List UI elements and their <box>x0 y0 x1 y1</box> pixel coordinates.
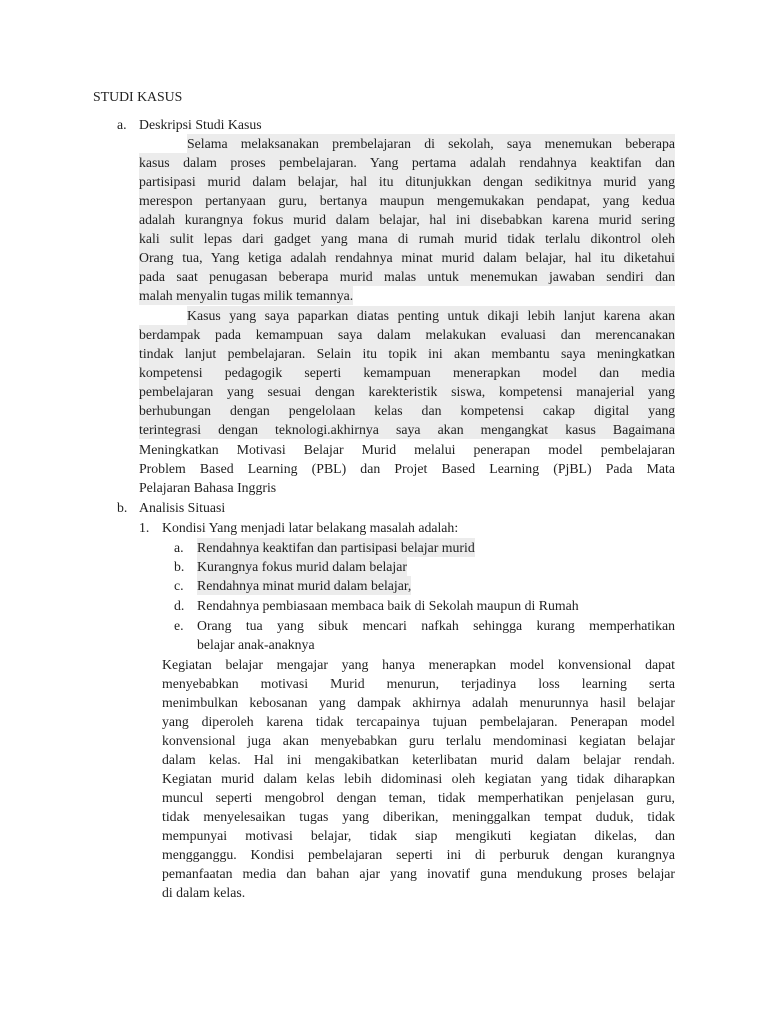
subitem-marker: e. <box>174 618 184 633</box>
subitem-text: Rendahnya minat murid dalam belajar, <box>197 576 411 595</box>
subitem-text: Kurangnya fokus murid dalam belajar <box>197 557 407 576</box>
subitem-marker: c. <box>174 578 184 593</box>
section-b-marker: b. <box>117 500 128 515</box>
p1-line: partisipasi murid dalam belajar, hal itu ditunjukkan dengan sedikitnya murid yang <box>139 172 675 191</box>
p3-line: di dalam kelas. <box>162 885 246 900</box>
p3-line: muncul seperti mengobrol dengan teman, tidak memperhatikan penjelasan guru, <box>162 790 675 805</box>
p2-line: berhubungan dengan pengelolaan kelas dan kompetensi cakap digital yang <box>139 401 675 420</box>
section-b-heading: Analisis Situasi <box>139 500 226 515</box>
p3-line: dalam kelas. Hal ini mengakibatkan keterlibatan murid dalam belajar rendah. <box>162 752 675 767</box>
page-title: STUDI KASUS <box>93 89 183 104</box>
list-item-1-text: Kondisi Yang menjadi latar belakang masalah adalah: <box>162 520 459 535</box>
subitem-marker: a. <box>174 540 184 555</box>
p3-line: menyebabkan motivasi Murid menurun, terjadinya loss learning serta <box>162 676 675 691</box>
p2-line: terintegrasi dengan teknologi.akhirnya saya akan mengangkat kasus Bagaimana <box>139 420 675 439</box>
subitem-marker: d. <box>174 598 185 613</box>
p1-line: merespon pertanyaan guru, bertanya maupun mengemukakan pendapat, yang kedua <box>139 191 675 210</box>
p1-line: kasus dalam proses pembelajaran. Yang pertama adalah rendahnya keaktifan dan <box>139 153 675 172</box>
p3-line: tidak menyelesaikan tugas yang diberikan, meninggalkan tempat duduk, tidak <box>162 809 675 824</box>
p3-line: pemanfaatan media dan bahan ajar yang inovatif guna mendukung proses belajar <box>162 866 675 881</box>
p3-line: Kegiatan belajar mengajar yang hanya menerapkan model konvensional dapat <box>162 657 675 672</box>
p2-line: Meningkatkan Motivasi Belajar Murid melalui penerapan model pembelajaran <box>139 442 675 457</box>
list-item-1-marker: 1. <box>139 520 150 535</box>
p3-line: mempunyai motivasi belajar, tidak siap mengikuti kegiatan dikelas, dan <box>162 828 675 843</box>
p3-line: Kegiatan murid dalam kelas lebih didominasi oleh kegiatan yang tidak diharapkan <box>162 771 675 786</box>
p2-line: Kasus yang saya paparkan diatas penting untuk dikaji lebih lanjut karena akan <box>187 306 675 325</box>
p1-line: adalah kurangnya fokus murid dalam belajar, hal ini disebabkan karena murid sering <box>139 210 675 229</box>
section-a-marker: a. <box>117 117 127 132</box>
subitem-text: Rendahnya pembiasaan membaca baik di Sekolah maupun di Rumah <box>197 598 579 613</box>
subitem-text: Orang tua yang sibuk mencari nafkah sehingga kurang memperhatikan <box>197 618 675 633</box>
p3-line: yang diperoleh karena tidak tercapainya tujuan pembelajaran. Penerapan model <box>162 714 675 729</box>
p1-line: kali sulit lepas dari gadget yang mana di rumah murid tidak terlalu dikontrol oleh <box>139 229 675 248</box>
p2-line: tindak lanjut pembelajaran. Selain itu topik ini akan membantu saya meningkatkan <box>139 344 675 363</box>
p1-line: pada saat penugasan beberapa murid malas untuk menemukan jawaban sendiri dan <box>139 267 675 286</box>
p1-line: malah menyalin tugas milik temannya. <box>139 286 353 305</box>
p1-line: Selama melaksanakan prembelajaran di sekolah, saya menemukan beberapa <box>187 134 675 153</box>
p3-line: menimbulkan kebosanan yang dampak akhirnya adalah menurunnya hasil belajar <box>162 695 675 710</box>
p2-line: pembelajaran yang sesuai dengan karekteristik siswa, kompetensi manajerial yang <box>139 382 675 401</box>
p2-line: Problem Based Learning (PBL) dan Projet Based Learning (PjBL) Pada Mata <box>139 461 675 476</box>
subitem-text-continued: belajar anak-anaknya <box>197 637 315 652</box>
p2-line: berdampak pada kemampuan saya dalam melakukan evaluasi dan merencanakan <box>139 325 675 344</box>
section-a-heading: Deskripsi Studi Kasus <box>139 117 262 132</box>
p2-line: kompetensi pedagogik seperti kemampuan menerapkan model dan media <box>139 363 675 382</box>
p2-line: Pelajaran Bahasa Inggris <box>139 480 277 495</box>
subitem-marker: b. <box>174 559 185 574</box>
p3-line: konvensional juga akan menyebabkan guru terlalu mendominasi kegiatan belajar <box>162 733 675 748</box>
p1-line: Orang tua, Yang ketiga adalah rendahnya minat murid dalam belajar, hal itu diketahui <box>139 248 675 267</box>
subitem-text: Rendahnya keaktifan dan partisipasi belajar murid <box>197 538 475 557</box>
p3-line: mengganggu. Kondisi pembelajaran seperti ini di perburuk dengan kurangnya <box>162 847 675 862</box>
